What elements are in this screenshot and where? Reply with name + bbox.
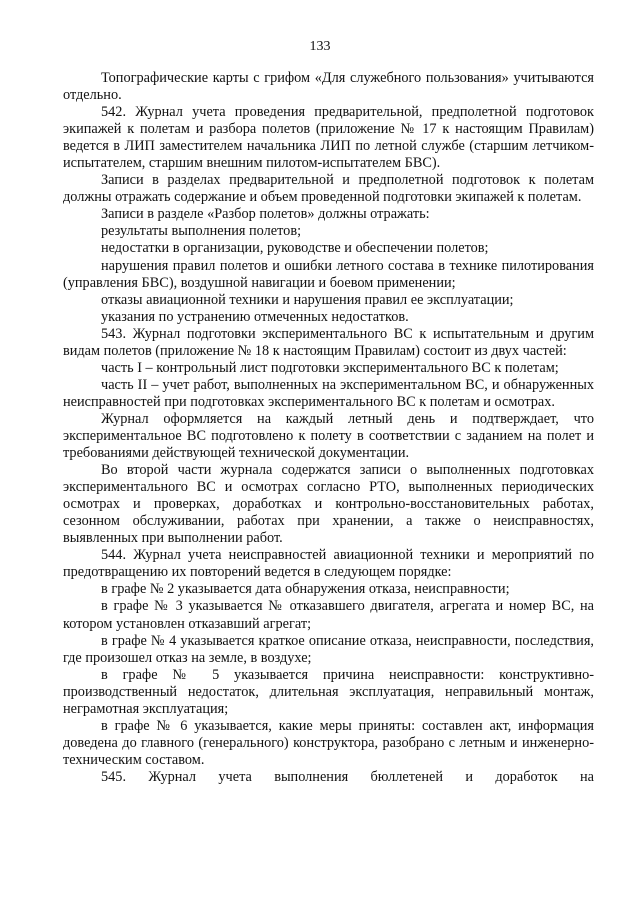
paragraph: Во второй части журнала содержатся записи о выполненных подготовках экспериментального ВС и осмотрах согласно РТО, выполненных периодических осмотрах и проверках, доработках и контрольно-восстановительных работах, сезонном обслуживании, работах при хранении, а также о неисправностях, выявленных при выполнении работ.	[63, 462, 594, 547]
paragraph: результаты выполнения полетов;	[101, 223, 302, 240]
paragraph: 543. Журнал подготовки экспериментального ВС к испытательным и другим видам полетов (приложение № 18 к настоящим Правилам) состоит из двух частей:	[63, 325, 594, 359]
body-text	[63, 70, 594, 786]
paragraph: в графе № 5 указывается причина неисправности: конструктивно-производственный недостаток, длительная эксплуатация, неправильный монтаж, неграмотная эксплуатация;	[63, 666, 594, 717]
paragraph: в графе № 4 указывается краткое описание отказа, неисправности, последствия, где произошел отказ на земле, в воздухе;	[63, 632, 594, 666]
page-number: 133	[309, 39, 331, 54]
paragraph: 542. Журнал учета проведения предварительной, предполетной подготовок экипажей к полетам и разбора полетов (приложение № 17 к настоящим Правилам) ведется в ЛИП заместителем начальника ЛИП по летной службе (старшим летчиком-испытателем, старшим внешним пилотом-испытателем БВС).	[63, 104, 594, 172]
paragraph: часть I – контрольный лист подготовки экспериментального ВС к полетам;	[101, 359, 559, 376]
paragraph: часть II – учет работ, выполненных на экспериментальном ВС, и обнаруженных неисправностей при подготовках экспериментального ВС к полетам и осмотрах.	[63, 376, 594, 410]
paragraph: в графе № 3 указывается № отказавшего двигателя, агрегата и номер ВС, на котором установлен отказавший агрегат;	[63, 598, 594, 632]
paragraph: в графе № 6 указывается, какие меры приняты: составлен акт, информация доведена до главного (генерального) конструктора, разобрано с летным и инженерно-техническим составом.	[63, 717, 594, 768]
paragraph: в графе № 2 указывается дата обнаружения отказа, неисправности;	[101, 581, 510, 598]
paragraph: Записи в разделе «Разбор полетов» должны отражать:	[101, 206, 430, 223]
paragraph: 544. Журнал учета неисправностей авиационной техники и мероприятий по предотвращению их повторений ведется в следующем порядке:	[63, 547, 594, 581]
paragraph: нарушения правил полетов и ошибки летного состава в технике пилотирования (управления БВС), воздушной навигации и боевом применении;	[63, 257, 594, 291]
paragraph: Записи в разделах предварительной и предполетной подготовок к полетам должны отражать содержание и объем проведенной подготовки экипажей к полетам.	[63, 172, 594, 206]
paragraph: отказы авиационной техники и нарушения правил ее эксплуатации;	[101, 291, 514, 308]
paragraph: недостатки в организации, руководстве и обеспечении полетов;	[101, 240, 489, 257]
paragraph: Журнал оформляется на каждый летный день и подтверждает, что экспериментальное ВС подготовлено к полету в соответствии с заданием на полет и требованиями действующей технической документации.	[63, 410, 594, 462]
paragraph: 545. Журнал учета выполнения бюллетеней и доработок на	[101, 768, 594, 785]
paragraph: Топографические карты с грифом «Для служебного пользования» учитываются отдельно.	[63, 70, 594, 104]
paragraph: указания по устранению отмеченных недостатков.	[101, 308, 409, 325]
